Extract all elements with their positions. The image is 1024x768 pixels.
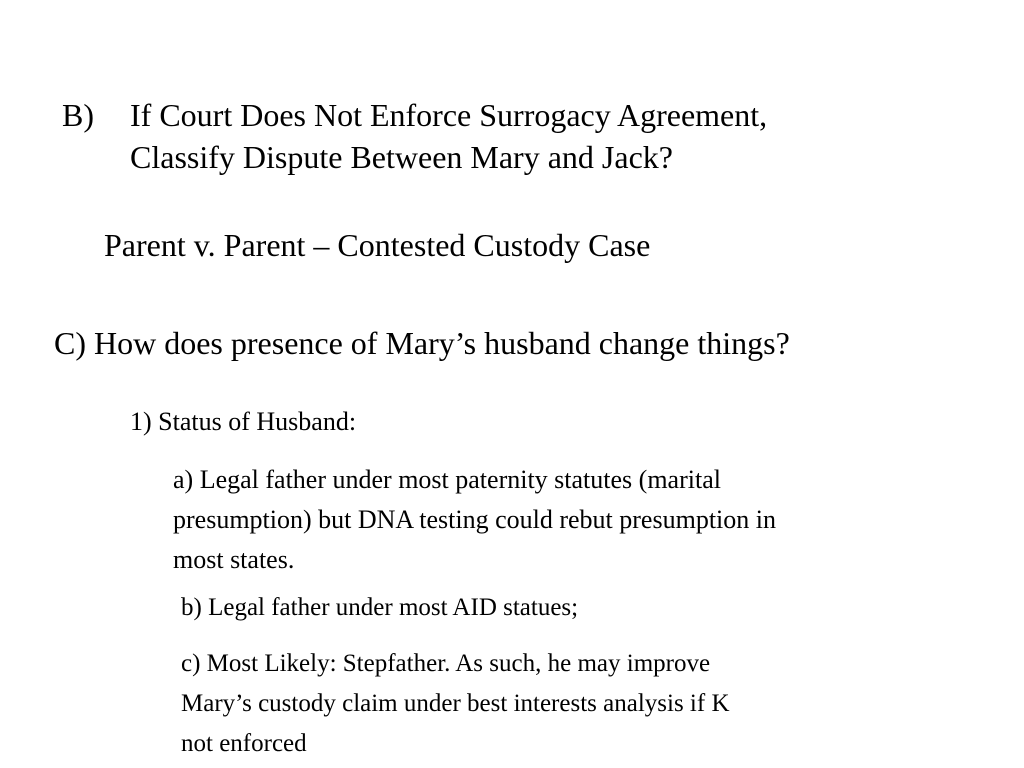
item-a-line-3: most states. — [173, 545, 295, 574]
item-a-line-2: presumption) but DNA testing could rebut presumption in — [173, 505, 776, 534]
section-b-marker: B) — [62, 97, 94, 133]
section-b-answer: Parent v. Parent – Contested Custody Case — [104, 227, 651, 263]
item-b-aid-statutes: b) Legal father under most AID statues; — [181, 594, 579, 621]
item-c-line-1: c) Most Likely: Stepfather. As such, he may improve — [181, 650, 711, 677]
item-a-paternity-statutes — [173, 460, 776, 580]
section-b-question — [130, 94, 767, 178]
item-c-line-2: Mary’s custody claim under best interests analysis if K — [181, 690, 730, 717]
section-b-question-line-2: Classify Dispute Between Mary and Jack? — [130, 139, 673, 175]
item-c-line-3: not enforced — [181, 730, 307, 757]
item-a-line-1: a) Legal father under most paternity statutes (marital — [173, 465, 721, 494]
status-of-husband-heading: 1) Status of Husband: — [130, 407, 357, 436]
section-b-question-line-1: If Court Does Not Enforce Surrogacy Agreement, — [130, 97, 768, 133]
section-c-question: C) How does presence of Mary’s husband change things? — [54, 325, 790, 361]
item-c-stepfather — [181, 644, 730, 764]
